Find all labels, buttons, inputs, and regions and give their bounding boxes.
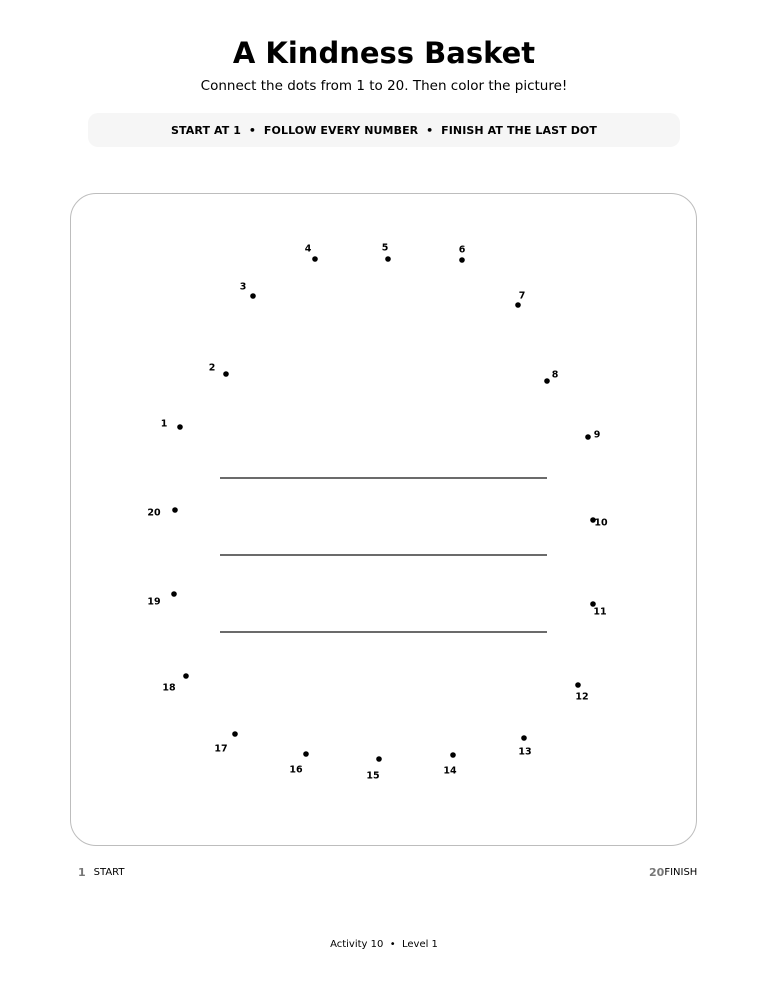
dot-12[interactable] bbox=[575, 682, 581, 688]
dot-label-4: 4 bbox=[304, 243, 312, 255]
start-label: START bbox=[93, 867, 125, 878]
dot-label-2: 2 bbox=[208, 362, 216, 374]
dot-18[interactable] bbox=[183, 673, 189, 679]
dot-label-18: 18 bbox=[162, 682, 176, 694]
dot-label-17: 17 bbox=[214, 743, 228, 755]
rules-banner-text: START AT 1 • FOLLOW EVERY NUMBER • FINISH AT THE LAST DOT bbox=[171, 123, 597, 137]
dot-4[interactable] bbox=[312, 256, 318, 262]
dot-label-16: 16 bbox=[289, 764, 303, 776]
page-title: A Kindness Basket bbox=[232, 36, 536, 70]
dot-label-6: 6 bbox=[458, 244, 466, 256]
dot-20[interactable] bbox=[172, 507, 178, 513]
dot-16[interactable] bbox=[303, 751, 309, 757]
dot-label-19: 19 bbox=[147, 596, 161, 608]
dot-7[interactable] bbox=[515, 302, 521, 308]
activity-footer: Activity 10 • Level 1 bbox=[330, 939, 438, 950]
dot-6[interactable] bbox=[459, 257, 465, 263]
dot-label-12: 12 bbox=[575, 691, 589, 703]
dot-3[interactable] bbox=[250, 293, 256, 299]
dot-8[interactable] bbox=[544, 378, 550, 384]
dot-15[interactable] bbox=[376, 756, 382, 762]
dot-label-13: 13 bbox=[518, 746, 532, 758]
dot-label-8: 8 bbox=[551, 369, 559, 381]
dot-label-5: 5 bbox=[381, 242, 389, 254]
dot-label-1: 1 bbox=[160, 418, 168, 430]
dot-9[interactable] bbox=[585, 434, 591, 440]
instructions-text: Connect the dots from 1 to 20. Then color the picture! bbox=[200, 78, 568, 94]
dot-label-10: 10 bbox=[594, 517, 608, 529]
start-legend bbox=[78, 866, 125, 879]
dot-label-11: 11 bbox=[593, 606, 607, 618]
dot-5[interactable] bbox=[385, 256, 391, 262]
dot-label-15: 15 bbox=[366, 770, 380, 782]
dot-label-9: 9 bbox=[593, 429, 601, 441]
dot-14[interactable] bbox=[450, 752, 456, 758]
finish-number: 20 bbox=[649, 866, 665, 879]
finish-label: FINISH bbox=[664, 867, 698, 878]
dot-label-3: 3 bbox=[239, 281, 247, 293]
dot-17[interactable] bbox=[232, 731, 238, 737]
dot-13[interactable] bbox=[521, 735, 527, 741]
dot-label-20: 20 bbox=[147, 507, 161, 519]
start-number: 1 bbox=[78, 866, 86, 879]
dot-label-7: 7 bbox=[518, 290, 526, 302]
dot-1[interactable] bbox=[177, 424, 183, 430]
dot-19[interactable] bbox=[171, 591, 177, 597]
finish-legend bbox=[649, 866, 697, 879]
dot-2[interactable] bbox=[223, 371, 229, 377]
dots-layer bbox=[147, 243, 608, 782]
dot-label-14: 14 bbox=[443, 765, 457, 777]
